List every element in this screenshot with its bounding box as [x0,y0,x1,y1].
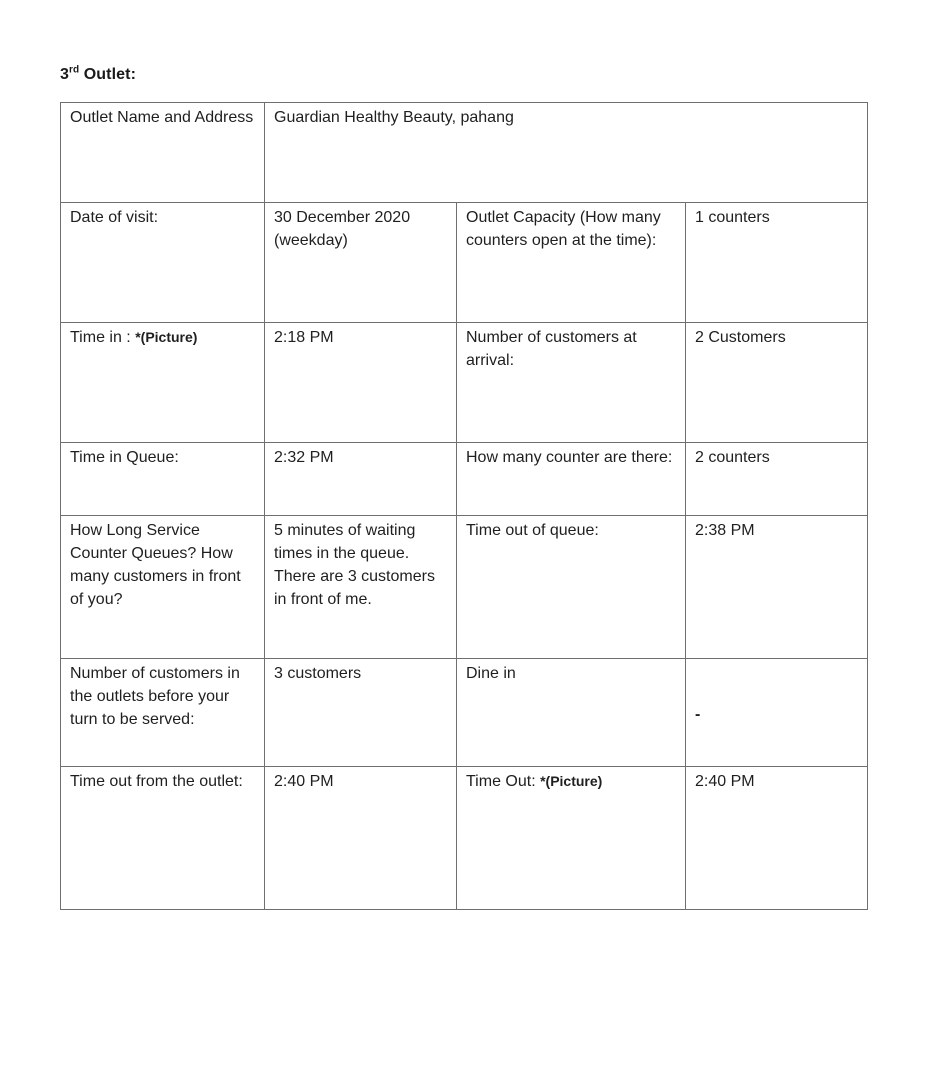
dine-in-label: Dine in [457,659,686,767]
table-row-time-in [61,323,868,443]
heading-ordinal: 3 [60,66,69,83]
service-queue-label: How Long Service Counter Queues? How many customers in front of you? [61,516,265,659]
table-row-time-out [61,767,868,910]
date-of-visit-value: 30 December 2020 (weekday) [265,203,457,323]
outlet-visit-table [60,102,868,910]
outlet-name-value: Guardian Healthy Beauty, pahang [265,103,868,203]
counter-count-value: 2 counters [686,443,868,516]
heading-label: Outlet: [83,66,136,83]
time-out-of-queue-value: 2:38 PM [686,516,868,659]
time-out-value: 2:40 PM [686,767,868,910]
table-row-queue [61,443,868,516]
time-out-from-outlet-value: 2:40 PM [265,767,457,910]
customers-at-arrival-label: Number of customers at arrival: [457,323,686,443]
time-out-label-text: Time Out: [466,773,541,790]
table-row-before-turn [61,659,868,767]
time-in-queue-label: Time in Queue: [61,443,265,516]
heading-ordinal-suffix: rd [69,64,80,76]
counter-count-label: How many counter are there: [457,443,686,516]
time-in-picture-tag: *(Picture) [135,329,198,345]
time-out-picture-tag: *(Picture) [540,773,603,789]
time-out-of-queue-label: Time out of queue: [457,516,686,659]
dine-in-value: - [686,659,868,767]
customers-before-turn-value: 3 customers [265,659,457,767]
table-row-date [61,203,868,323]
outlet-name-label: Outlet Name and Address [61,103,265,203]
time-in-value: 2:18 PM [265,323,457,443]
date-of-visit-label: Date of visit: [61,203,265,323]
time-out-label [457,767,686,910]
outlet-capacity-value: 1 counters [686,203,868,323]
table-row-outlet [61,103,868,203]
customers-at-arrival-value: 2 Customers [686,323,868,443]
section-heading [60,66,136,84]
time-out-from-outlet-label: Time out from the outlet: [61,767,265,910]
outlet-capacity-label: Outlet Capacity (How many counters open at the time): [457,203,686,323]
time-in-queue-value: 2:32 PM [265,443,457,516]
time-in-label [61,323,265,443]
time-in-label-text: Time in : [70,329,136,346]
service-queue-value: 5 minutes of waiting times in the queue. There are 3 customers in front of me. [265,516,457,659]
table-row-service [61,516,868,659]
customers-before-turn-label: Number of customers in the outlets before your turn to be served: [61,659,265,767]
